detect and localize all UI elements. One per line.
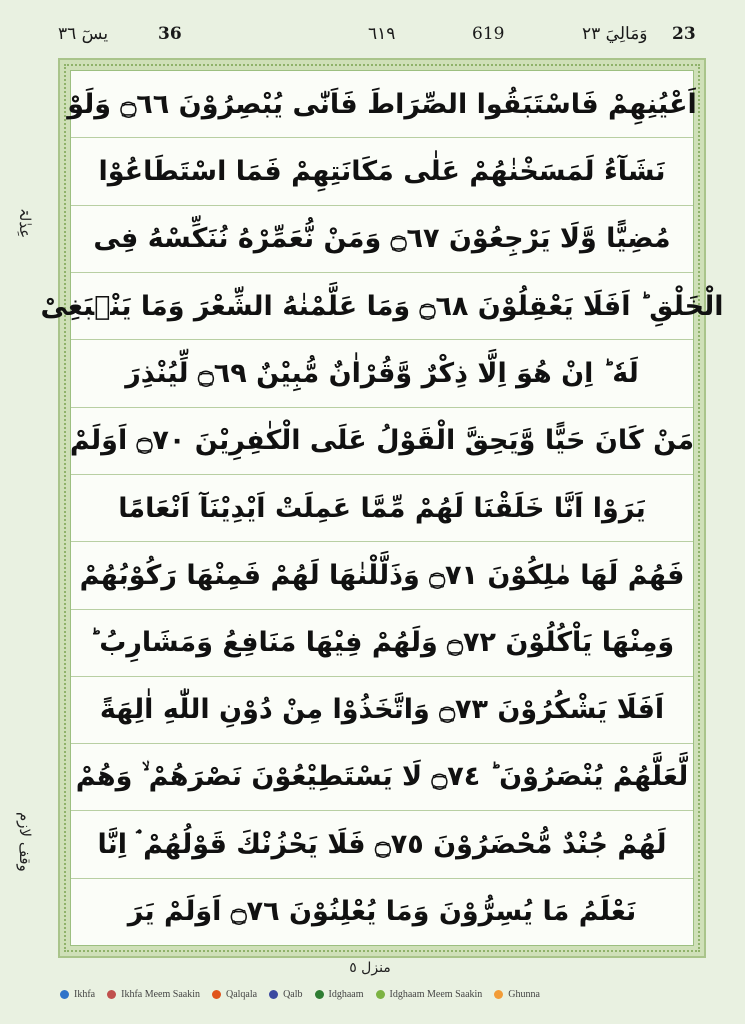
legend-item [315,989,364,1000]
juz-number: 23 [672,24,696,44]
verse-line: مَنْ كَانَ حَيًّا وَّيَحِقَّ الْقَوْلُ عَلَى الْكٰفِرِيْنَ ۝٧٠ اَوَلَمْ [71,408,693,475]
legend-label: Qalb [283,988,303,1000]
legend-color-dot [107,990,116,999]
legend-color-dot [60,990,69,999]
page-header [0,0,745,62]
legend-label: Qalqala [225,988,258,1000]
legend-label: Ghunna [508,988,540,1000]
surah-name-left: يسٓ ٣٦ [58,24,109,44]
verse-line: اَفَلَا يَشْكُرُوْنَ ۝٧٣ وَاتَّخَذُوْا مِنْ دُوْنِ اللّٰهِ اٰلِهَةً [71,677,693,744]
surah-number: 36 [158,24,182,44]
verse-line: لَهٗ ؕ اِنْ هُوَ اِلَّا ذِكْرٌ وَّقُرْاٰنٌ مُّبِيْنٌ ۝٦٩ لِّيُنْذِرَ [71,340,693,407]
quran-text-area [40,70,724,946]
legend-item [376,989,483,1000]
legend-label: Ikhfa [74,988,96,1000]
verse-line: نَعْلَمُ مَا يُسِرُّوْنَ وَمَا يُعْلِنُوْنَ ۝٧٦ اَوَلَمْ يَرَ [127,896,637,928]
legend-color-dot [376,990,385,999]
legend-item [269,989,302,1000]
manzil-label: منزل ٥ [349,960,391,976]
verse-line: الْخَلْقِ ؕ اَفَلَا يَعْقِلُوْنَ ۝٦٨ وَمَا عَلَّمْنٰهُ الشِّعْرَ وَمَا يَنْۢبَغِىْ [71,273,693,340]
legend-item [107,989,200,1000]
legend-label: Idghaam [328,988,364,1000]
legend-color-dot [269,990,278,999]
page-frame [40,58,724,958]
juz-name: وَمَالِيَ ٢٣ [582,24,648,44]
legend-item [494,989,540,1000]
legend-item [212,989,257,1000]
verse-line: فَهُمْ لَهَا مٰلِكُوْنَ ۝٧١ وَذَلَّلْنٰهَا لَهُمْ فَمِنْهَا رَكُوْبُهُمْ [71,542,693,609]
legend-item [60,989,95,1000]
legend-color-dot [494,990,503,999]
margin-note-top: عِدٰلۃ [16,208,34,239]
legend-color-dot [315,990,324,999]
legend-label: Idghaam Meem Saakin [389,988,483,1000]
page-number-arabic: ٦١٩ [368,24,396,44]
legend-color-dot [212,990,221,999]
verse-line: نَشَآءُ لَمَسَخْنٰهُمْ عَلٰى مَكَانَتِهِمْ فَمَا اسْتَطَاعُوْا [71,138,693,205]
verse-line: وَمِنْهَا يَاْكُلُوْنَ ۝٧٢ وَلَهُمْ فِيْهَا مَنَافِعُ وَمَشَارِبُ ؕ [71,610,693,677]
page-number: 619 [472,24,505,44]
verse-line: اَعْيُنِهِمْ فَاسْتَبَقُوا الصِّرَاطَ فَاَنّٰى يُبْصِرُوْنَ ۝٦٦ وَلَوْ [71,71,693,138]
margin-note-bottom: وقف لازم [16,812,34,872]
verse-line: لَهُمْ جُنْدٌ مُّحْضَرُوْنَ ۝٧٥ فَلَا يَحْزُنْكَ قَوْلُهُمْ ۘ اِنَّا [71,811,693,878]
verse-line: مُضِيًّا وَّلَا يَرْجِعُوْنَ ۝٦٧ وَمَنْ نُّعَمِّرْهُ نُنَكِّسْهُ فِى [71,206,693,273]
verse-line: يَرَوْا اَنَّا خَلَقْنَا لَهُمْ مِّمَّا عَمِلَتْ اَيْدِيْنَآ اَنْعَامًا [71,475,693,542]
tajweed-legend [60,984,700,1004]
verse-line: لَّعَلَّهُمْ يُنْصَرُوْنَ ؕ ۝٧٤ لَا يَسْتَطِيْعُوْنَ نَصْرَهُمْ ۙ وَهُمْ [71,744,693,811]
legend-label: Ikhfa Meem Saakin [121,988,200,1000]
